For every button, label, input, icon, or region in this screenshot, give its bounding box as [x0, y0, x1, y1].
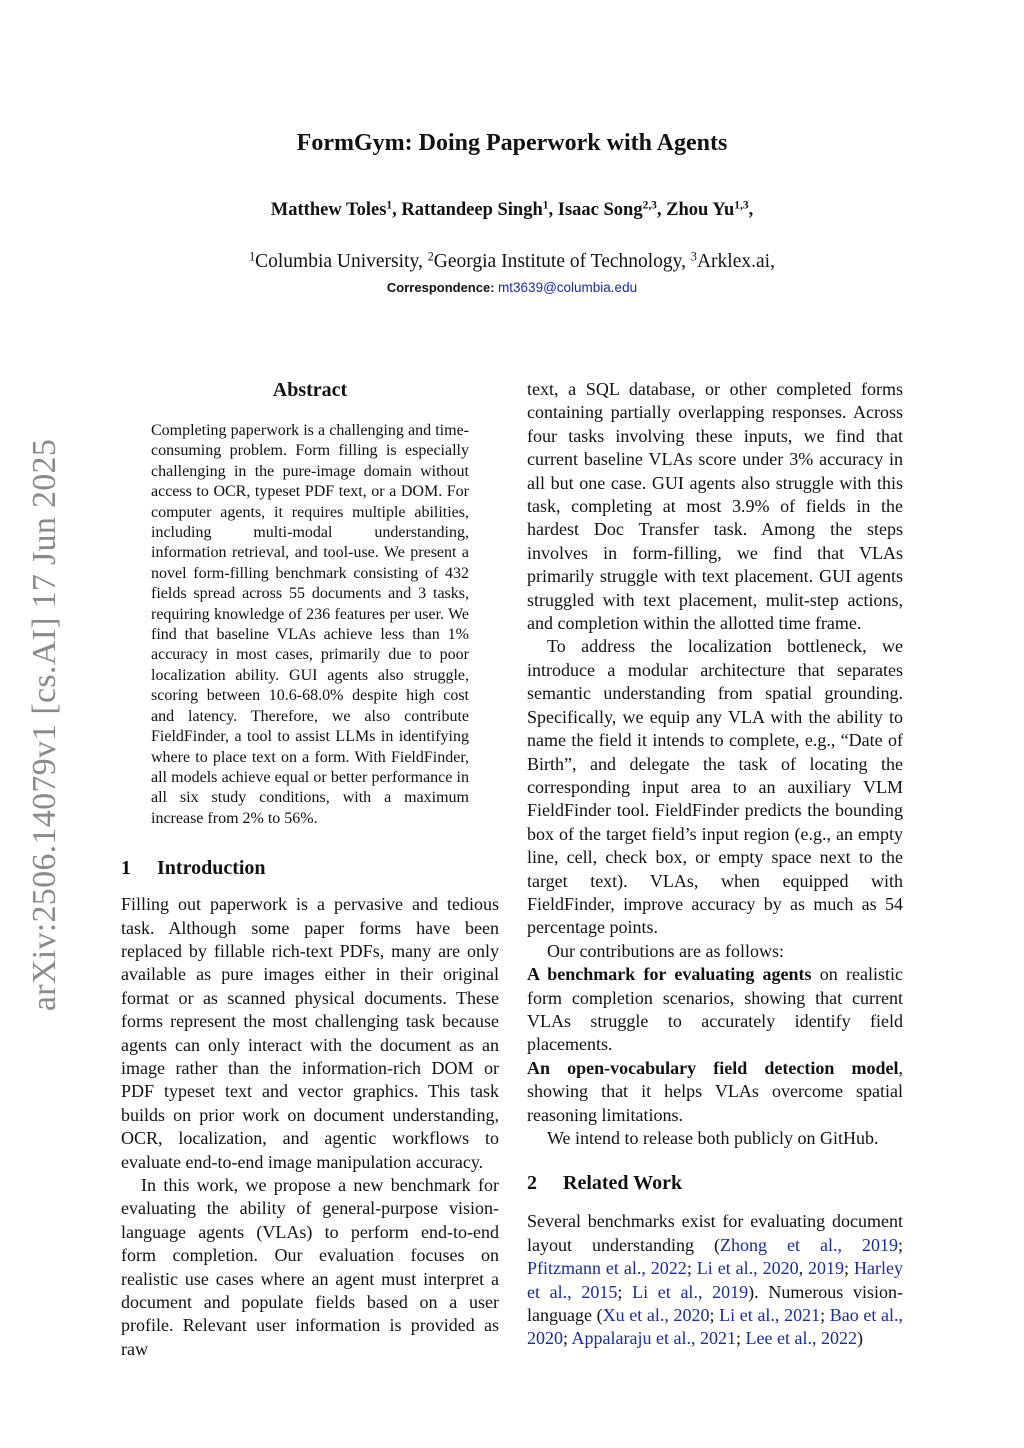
intro-release-note: We intend to release both publicly on GitHub. [547, 1128, 879, 1148]
affiliations: $^1$Columbia University, $^2$Georgia Institute of Technology, $^3$Arklex.ai, [249, 249, 775, 272]
right-column [527, 378, 903, 1351]
intro-contributions-lead: Our contributions are as follows: [547, 940, 784, 961]
author-name: Zhou Yu [666, 200, 735, 220]
related-work-paragraph: Several benchmarks exist for evaluating document layout understanding (Zhong et al., 2019; Pfitzmann et al., 2022; Li et al., 2020, 2019; Harley et al., 2015; Li et al., 2019). Numerous vision-language (Xu et al., 2020; Li et al., 2021; Bao et al., 2020; Appalaraju et al., 2021; Lee et al., 2022) [527, 1211, 904, 1349]
affiliation: Arklex.ai [696, 251, 771, 272]
citation-link[interactable]: Pfitzmann et al., 2022 [527, 1258, 687, 1279]
citation-link[interactable]: Xu et al., 2020 [602, 1305, 710, 1326]
correspondence-label: Correspondence: [386, 280, 495, 295]
intro-paragraph-3: To address the localization bottleneck, we introduce a modular architecture that separates semantic understanding from spatial grounding. Specifically, we equip any VLA with the ability to name the field it intends to complete, e.g., “Date of Birth”, and delegate the task of locating the corresponding input area to an auxiliary VLM FieldFinder tool. FieldFinder predicts the bounding box of the target field’s input region (e.g., an empty line, cell, check box, or empty space next to the target text). VLAs, when equipped with FieldFinder, improve accuracy by as much as 54 percentage points. [527, 636, 903, 938]
author-affil-mark: 1 [542, 199, 549, 212]
left-column [121, 378, 499, 1361]
author-list: Matthew Toles$^1$, Rattandeep Singh$^1$, Isaac Song$^{2,3}$, Zhou Yu$^{1,3}$, [270, 199, 754, 220]
section-heading-related-work: 2 Related Work [527, 1172, 683, 1195]
intro-paragraph-2: In this work, we propose a new benchmark for evaluating the ability of general-purpose vision-language agents (VLAs) to perform end-to-end form completion. Our evaluation focuses on realistic use cases where an agent must interpret a document and populate fields based on a user profile. Relevant user information is provided as raw [121, 1175, 499, 1359]
abstract-text: Completing paperwork is a challenging and time-consuming problem. Form filling is especially challenging in the pure-image domain without access to OCR, typeset PDF text, or a DOM. For computer agents, it requires multiple abilities, including multi-modal understanding, information retrieval, and tool-use. We present a novel form-filling benchmark consisting of 432 fields spread across 55 documents and 3 tasks, requiring knowledge of 236 features per user. We find that baseline VLAs achieve less than 1% accuracy in most cases, primarily due to poor localization ability. GUI agents also struggle, scoring between 10.6-68.0% despite high cost and latency. Therefore, we also contribute FieldFinder, a tool to assist LLMs in identifying where to place text on a form. With FieldFinder, all models achieve equal or better performance in all six study conditions, with a maximum increase from 2% to 56%. [151, 422, 469, 827]
citation-link[interactable]: Li et al., 2019 [632, 1281, 749, 1302]
citation-link[interactable]: Harley et al., 2015 [527, 1258, 903, 1302]
paper-title: FormGym: Doing Paperwork with Agents [296, 130, 728, 156]
citation-link[interactable]: Zhong et al., 2019 [719, 1234, 898, 1255]
affiliation: Georgia Institute of Technology [433, 251, 682, 272]
author-name: Matthew Toles [270, 200, 387, 220]
intro-paragraph-2-continued: text, a SQL database, or other completed forms containing partially overlapping responses. Across four tasks involving these inputs, we find that current baseline VLAs score under 3% accuracy in all but one case. GUI agents also struggle with this task, completing at most 3.9% of fields in the hardest Doc Transfer task. Among the steps involves in form-filling, we find that VLAs primarily struggle with text placement. GUI agents struggled with text placement, mulit-step actions, and completion within the allotted time frame. [527, 379, 903, 634]
citation-link[interactable]: Li et al., 2020 [696, 1258, 799, 1279]
citation-link[interactable]: Appalaraju et al., 2021 [571, 1328, 736, 1349]
citation-link[interactable]: Bao et al., 2020 [527, 1305, 903, 1349]
affiliation: Columbia University [255, 251, 418, 272]
intro-paragraph-1: Filling out paperwork is a pervasive and tedious task. Although some paper forms have been replaced by fillable rich-text PDFs, many are only available as pure images either in their original format or as scanned physical documents. These forms represent the most challenging task because agents can only interact with the document as an image rather than the information-rich DOM or PDF typeset text and vector graphics. This task builds on prior work on document understanding, OCR, localization, and agentic workflows to evaluate end-to-end image manipulation accuracy. [121, 894, 499, 1172]
contribution-field-detection: An open-vocabulary field detection model, showing that it helps VLAs overcome spatial reasoning limitations. [527, 1057, 903, 1125]
citation-link[interactable]: 2019 [808, 1258, 845, 1279]
correspondence-email-link[interactable]: mt3639@columbia.edu [498, 280, 638, 295]
arxiv-id: arXiv:2506.14079v1 [cs.AI] 17 Jun 2025 [26, 438, 63, 1012]
abstract-heading: Abstract [272, 379, 348, 401]
correspondence [0, 280, 1024, 297]
arxiv-sidebar-stamp [20, 430, 70, 1020]
citation-link[interactable]: Li et al., 2021 [719, 1305, 821, 1326]
citation-link[interactable]: Lee et al., 2022 [745, 1328, 857, 1349]
author-affil-mark: 2,3 [642, 199, 657, 212]
section-heading-introduction: 1 Introduction [121, 857, 266, 880]
author-name: Rattandeep Singh [401, 200, 543, 220]
author-affil-mark: 1,3 [734, 199, 749, 212]
author-affil-mark: 1 [386, 199, 393, 212]
author-name: Isaac Song [557, 200, 643, 220]
contribution-benchmark: A benchmark for evaluating agents on realistic form completion scenarios, showing that current VLAs struggle to accurately identify field placements. [527, 964, 903, 1055]
